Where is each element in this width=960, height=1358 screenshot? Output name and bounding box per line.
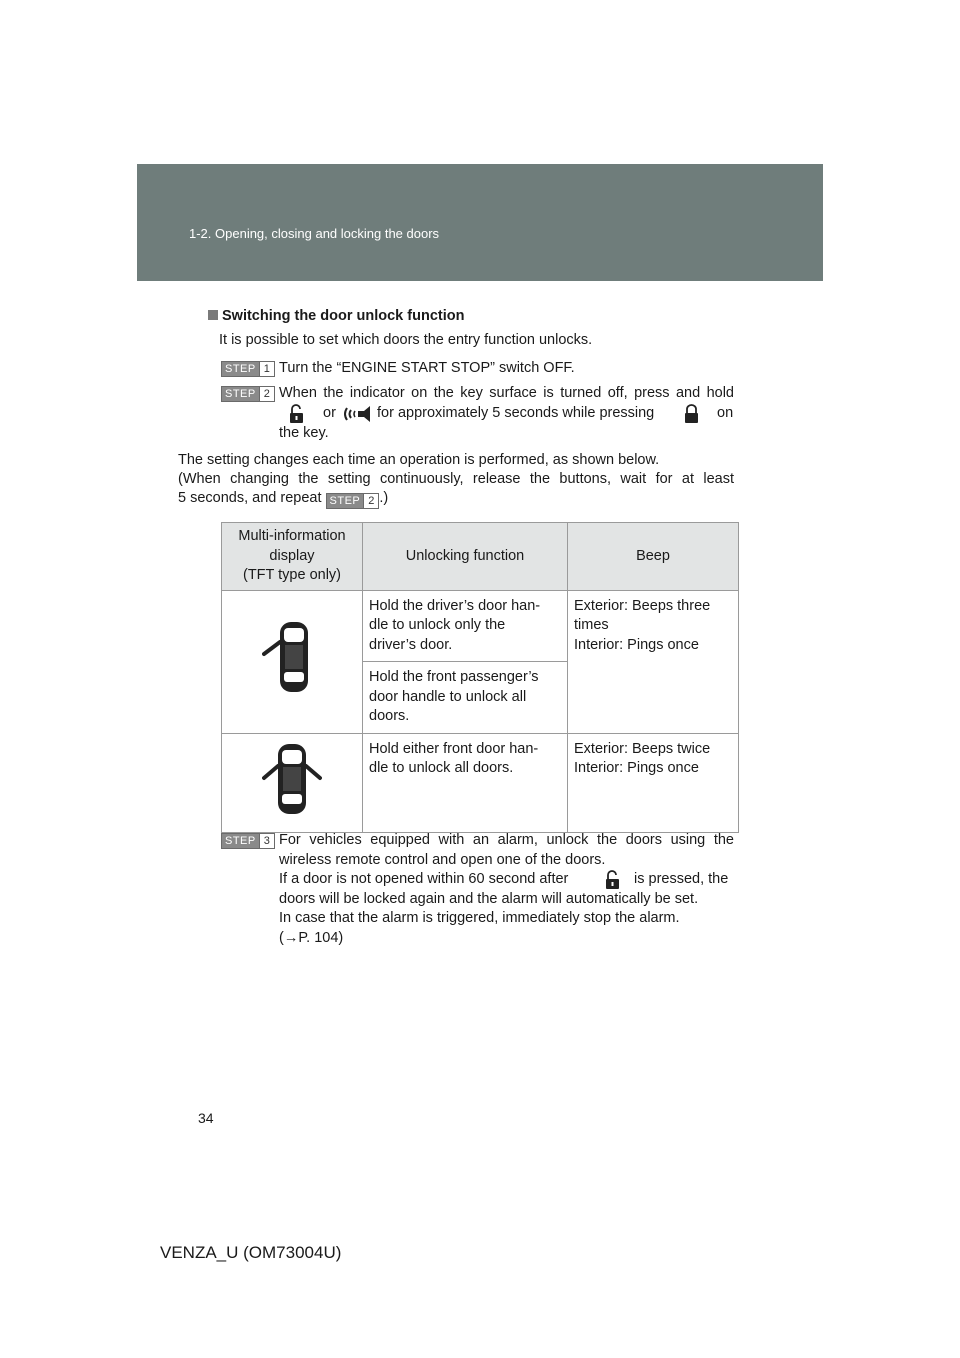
table-row — [222, 590, 739, 662]
step-3-line1: For vehicles equipped with an alarm, unlock the doors using the — [279, 832, 734, 848]
step-badge-3: STEP 3 — [221, 833, 275, 849]
page-header — [137, 164, 823, 281]
page-reference-link[interactable]: (→P. 104) — [279, 930, 344, 946]
function-cell-1a: Hold the driver’s door han- dle to unlock only the driver’s door. — [363, 590, 568, 662]
step-2-line2: or for approximately 5 seconds while pressing on — [279, 404, 734, 424]
step-1-text: Turn the “ENGINE START STOP” switch OFF. — [279, 360, 575, 376]
unlock-settings-table — [221, 522, 739, 833]
unlock-icon — [289, 404, 305, 424]
step-3-line3: If a door is not opened within 60 second after is pressed, the — [279, 870, 734, 890]
display-cell-1 — [222, 590, 363, 733]
square-bullet-icon — [208, 310, 218, 320]
section-intro: It is possible to set which doors the entry function unlocks. — [219, 332, 593, 348]
step-badge-2: STEP 2 — [221, 386, 275, 402]
page-number: 34 — [198, 1110, 214, 1126]
beep-cell-2: Exterior: Beeps twice Interior: Pings once — [568, 733, 739, 833]
step-3-line5: In case that the alarm is triggered, immediately stop the alarm. — [279, 910, 680, 926]
lock-icon — [684, 404, 700, 424]
step-2-line1: When the indicator on the key surface is turned off, press and hold — [279, 385, 734, 401]
car-both-doors-open-icon — [262, 740, 322, 820]
step-2-line3: the key. — [279, 425, 329, 441]
setting-line2: (When changing the setting continuously, release the buttons, wait for at least — [178, 471, 734, 487]
manual-code: VENZA_U (OM73004U) — [160, 1243, 342, 1262]
function-cell-2: Hold either front door han- dle to unlock all doors. — [363, 733, 568, 833]
setting-line3: 5 seconds, and repeat STEP 2 .) — [178, 490, 389, 507]
beep-cell-1: Exterior: Beeps three times Interior: Pings once — [568, 590, 739, 733]
header-beep: Beep — [568, 523, 739, 591]
car-driver-door-open-icon — [262, 618, 322, 698]
panic-icon — [341, 404, 375, 424]
unlock-icon — [605, 870, 621, 890]
display-cell-2 — [222, 733, 363, 833]
header-unlocking-function: Unlocking function — [363, 523, 568, 591]
header-title: 1-2. Opening, closing and locking the doors — [189, 226, 440, 241]
step-badge-2-inline: STEP 2 — [326, 493, 380, 509]
function-cell-1b: Hold the front passenger’s door handle to unlock all doors. — [363, 662, 568, 734]
setting-line1: The setting changes each time an operation is performed, as shown below. — [178, 452, 660, 468]
section-title: Switching the door unlock function — [208, 308, 464, 324]
step-3-line2: wireless remote control and open one of the doors. — [279, 852, 606, 868]
table-row — [222, 733, 739, 833]
step-badge-1: STEP 1 — [221, 361, 275, 377]
header-display: Multi-information display (TFT type only) — [222, 523, 363, 591]
step-3-line4: doors will be locked again and the alarm will automatically be set. — [279, 891, 699, 907]
